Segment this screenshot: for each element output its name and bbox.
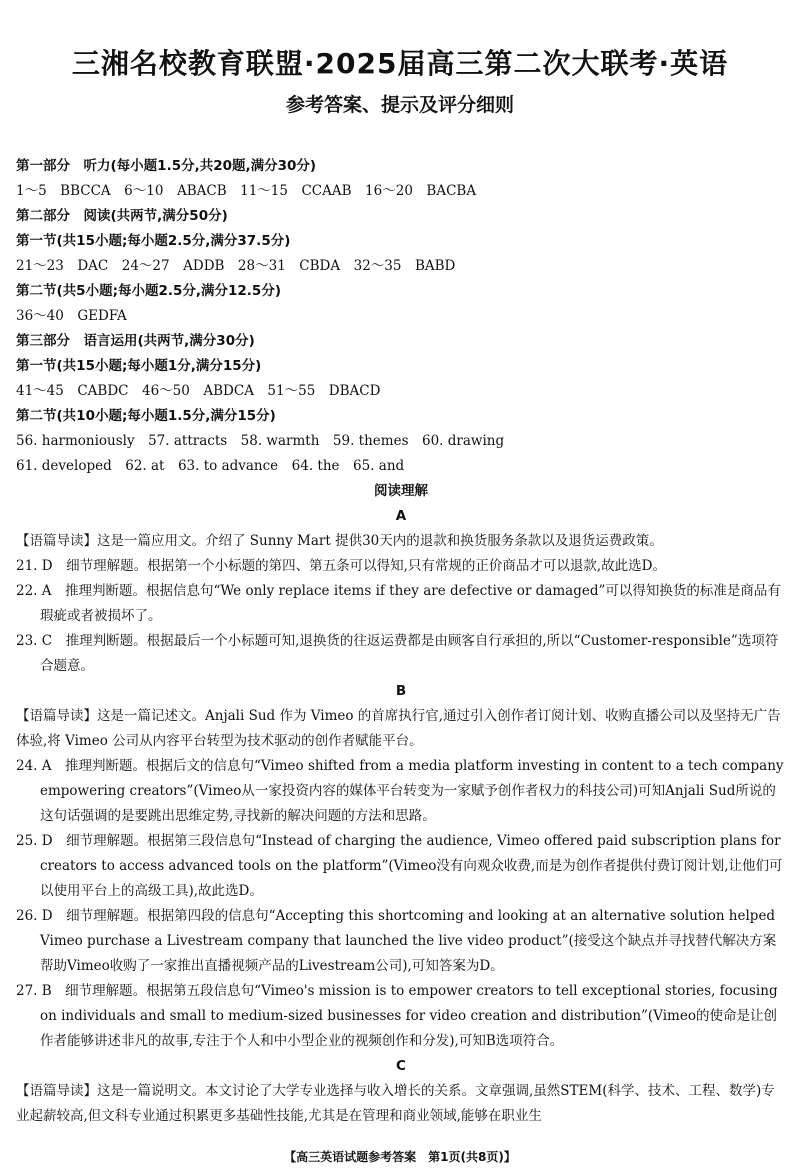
part3-section2-answers-1: 56. harmoniously 57. attracts 58. warmth 59. themes 60. drawing bbox=[16, 433, 505, 449]
part2-section1-answers: 21～23 DAC 24～27 ADDB 28～31 CBDA 32～35 BABD bbox=[16, 258, 456, 274]
part3-section1-title: 第一节(共15小题;每小题1分,满分15分) bbox=[16, 358, 262, 374]
explanation-21: 21. D 细节理解题。根据第一个小标题的第四、第五条可以得知,只有常规的正价商品才可以退款,故此选D。 bbox=[16, 558, 666, 574]
explanation-27: 27. B 细节理解题。根据第五段信息句“Vimeo's mission is to empower creators to tell exceptional stories, focusing on individuals and small to medium-sized businesses for video creation and distribution”(Vimeo的使命是让创作者能够讲述非凡的故事,专注于个人和中小型企业的视频创作和分发),可知B选项符合。 bbox=[16, 983, 778, 1049]
part1-title: 第一部分 听力(每小题1.5分,共20题,满分30分) bbox=[16, 158, 317, 174]
part2-section2-title: 第二节(共5小题;每小题2.5分,满分12.5分) bbox=[16, 283, 281, 299]
part3-section2-title: 第二节(共10小题;每小题1.5分,满分15分) bbox=[16, 408, 276, 424]
part3-section2-answers-2: 61. developed 62. at 63. to advance 64. the 65. and bbox=[16, 458, 405, 474]
page-subtitle: 参考答案、提示及评分细则 bbox=[285, 94, 514, 116]
passage-a-label: A bbox=[395, 508, 407, 524]
explanation-23: 23. C 推理判断题。根据最后一个小标题可知,退换货的往返运费都是由顾客自行承担的,所以“Customer-responsible”选项符合题意。 bbox=[16, 633, 779, 674]
passage-c-label: C bbox=[396, 1058, 406, 1074]
answer-content bbox=[16, 154, 786, 1129]
passage-a-intro: 【语篇导读】这是一篇应用文。介绍了 Sunny Mart 提供30天内的退款和换货服务条款以及退货运费政策。 bbox=[16, 533, 663, 549]
part3-title: 第三部分 语言运用(共两节,满分30分) bbox=[16, 333, 255, 349]
part2-section1-title: 第一节(共15小题;每小题2.5分,满分37.5分) bbox=[16, 233, 291, 249]
part1-answers: 1～5 BBCCA 6～10 ABACB 11～15 CCAAB 16～20 BACBA bbox=[16, 183, 477, 199]
passage-b-intro: 【语篇导读】这是一篇记述文。Anjali Sud 作为 Vimeo 的首席执行官,通过引入创作者订阅计划、收购直播公司以及坚持无广告体验,将 Vimeo 公司从内容平台转型为技术驱动的创作者赋能平台。 bbox=[16, 708, 781, 749]
explanation-25: 25. D 细节理解题。根据第三段信息句“Instead of charging the audience, Vimeo offered paid subscription plans for creators to access advanced tools on the platform”(Vimeo没有向观众收费,而是为创作者提供付费订阅计划,让他们可以使用平台上的高级工具),故此选D。 bbox=[16, 833, 783, 899]
reading-heading: 阅读理解 bbox=[374, 483, 428, 499]
explanation-26: 26. D 细节理解题。根据第四段的信息句“Accepting this shortcoming and looking at an alternative solution helped Vimeo purchase a Livestream company that launched the live video product”(接受这个缺点并寻找替代解决方案帮助Vimeo收购了一家推出直播视频产品的Livestream公司),可知答案为D。 bbox=[16, 908, 777, 974]
page-footer: 【高三英语试题参考答案 第1页(共8页)】 bbox=[284, 1150, 516, 1164]
part2-title: 第二部分 阅读(共两节,满分50分) bbox=[16, 208, 228, 224]
passage-c-intro: 【语篇导读】这是一篇说明文。本文讨论了大学专业选择与收入增长的关系。文章强调,虽然STEM(科学、技术、工程、数学)专业起薪较高,但文科专业通过积累更多基础性技能,尤其是在管理和商业领域,能够在职业生 bbox=[16, 1083, 775, 1124]
part2-section2-answers: 36～40 GEDFA bbox=[16, 308, 127, 324]
part3-section1-answers: 41～45 CABDC 46～50 ABDCA 51～55 DBACD bbox=[16, 383, 381, 399]
explanation-22: 22. A 推理判断题。根据信息句“We only replace items if they are defective or damaged”可以得知换货的标准是商品有瑕疵或者被损坏了。 bbox=[16, 583, 781, 624]
passage-b-label: B bbox=[395, 683, 407, 699]
explanation-24: 24. A 推理判断题。根据后文的信息句“Vimeo shifted from a media platform investing in content to a tech company empowering creators”(Vimeo从一家投资内容的媒体平台转变为一家赋予创作者权力的科技公司)可知Anjali Sud所说的这句话强调的是要跳出思维定势,寻找新的解决问题的方法和思路。 bbox=[16, 758, 784, 824]
page-title: 三湘名校教育联盟·2025届高三第二次大联考·英语 bbox=[71, 47, 729, 80]
